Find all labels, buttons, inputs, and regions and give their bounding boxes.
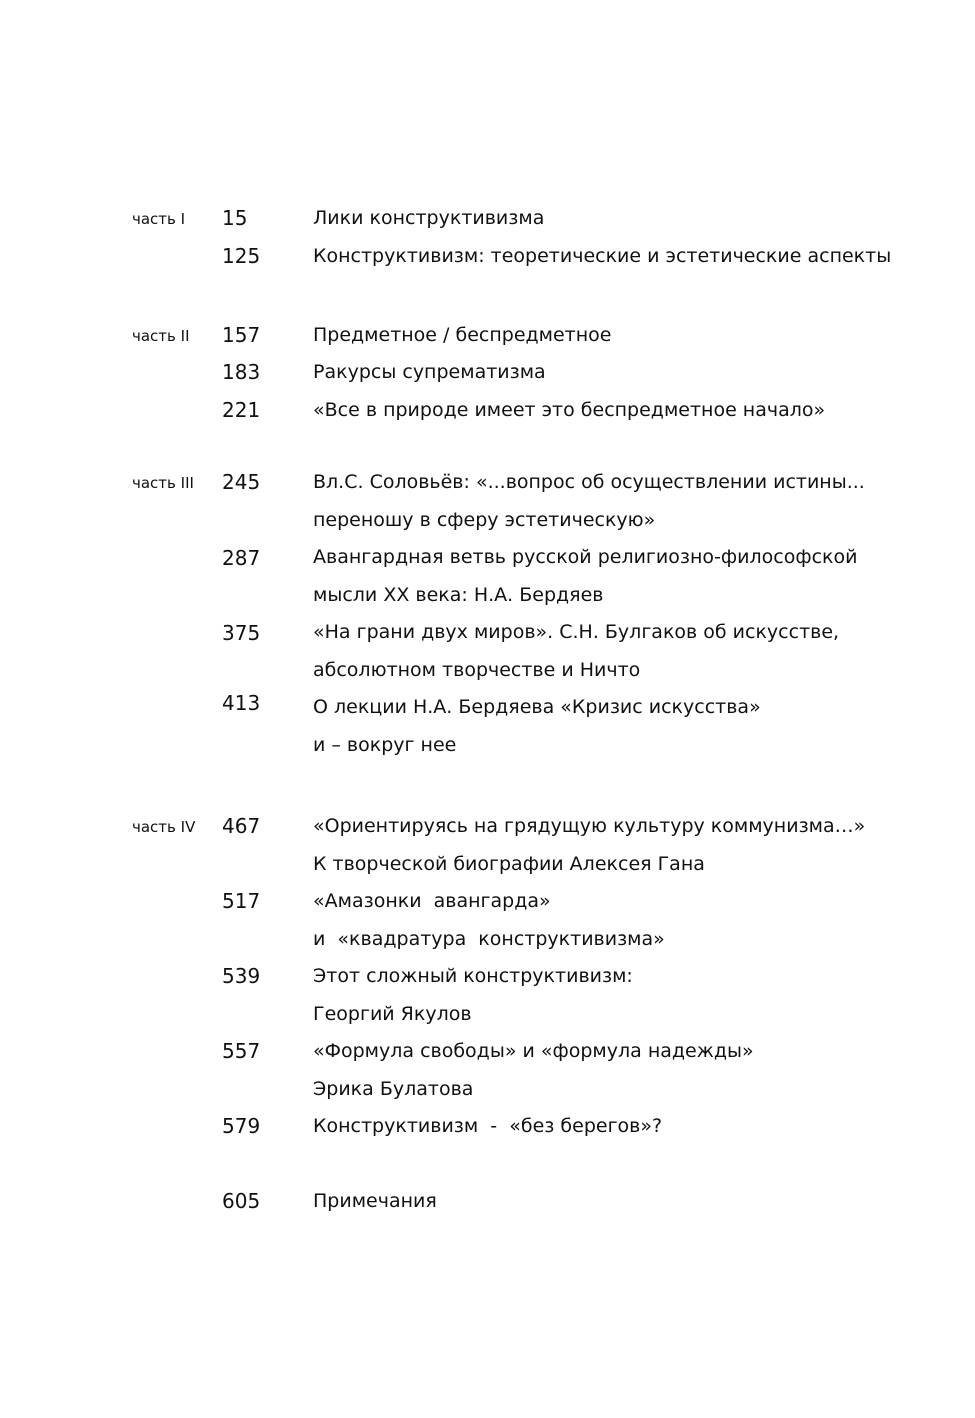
entry-title-continued: мысли XX века: Н.А. Бердяев	[313, 584, 604, 606]
entry-title: Конструктивизм - «без берегов»?	[313, 1115, 663, 1137]
page-number: 221	[222, 398, 261, 422]
page-number: 287	[222, 546, 261, 570]
entry-title-continued: абсолютном творчестве и Ничто	[313, 659, 641, 681]
entry-title: Ракурсы супрематизма	[313, 361, 546, 383]
part-label: часть II	[132, 327, 190, 345]
page-number: 605	[222, 1189, 261, 1213]
part-label: часть IV	[132, 818, 196, 836]
page-number: 183	[222, 360, 261, 384]
page-number: 375	[222, 621, 261, 645]
entry-title-continued: Эрика Булатова	[313, 1078, 474, 1100]
entry-title-continued: переношу в сферу эстетическую»	[313, 509, 656, 531]
page-number: 539	[222, 964, 261, 988]
entry-title: Конструктивизм: теоретические и эстетические аспекты	[313, 245, 892, 267]
entry-title-continued: Георгий Якулов	[313, 1003, 472, 1025]
page-number: 157	[222, 323, 261, 347]
entry-title-continued: К творческой биографии Алексея Гана	[313, 853, 705, 875]
entry-title: Вл.С. Соловьёв: «...вопрос об осуществлении истины...	[313, 471, 865, 493]
page-number: 579	[222, 1114, 261, 1138]
entry-title: О лекции Н.А. Бердяева «Кризис искусства»	[313, 696, 761, 718]
entry-title: «На грани двух миров». С.Н. Булгаков об искусстве,	[313, 621, 840, 643]
page-number: 125	[222, 244, 261, 268]
entry-title: «Формула свободы» и «формула надежды»	[313, 1040, 754, 1062]
entry-title: «Ориентируясь на грядущую культуру коммунизма…»	[313, 815, 866, 837]
entry-title: Предметное / беспредметное	[313, 324, 612, 346]
page-number: 557	[222, 1039, 261, 1063]
page-number: 517	[222, 889, 261, 913]
entry-title: «Все в природе имеет это беспредметное начало»	[313, 399, 826, 421]
entry-title: «Амазонки авангарда»	[313, 890, 551, 912]
entry-title: Этот сложный конструктивизм:	[313, 965, 633, 987]
notes-title: Примечания	[313, 1190, 437, 1212]
part-label: часть III	[132, 474, 194, 492]
entry-title: Авангардная ветвь русской религиозно-философской	[313, 546, 858, 568]
page-number: 15	[222, 206, 248, 230]
page-number: 467	[222, 814, 261, 838]
entry-title-continued: и – вокруг нее	[313, 734, 457, 756]
entry-title: Лики конструктивизма	[313, 207, 545, 229]
page-number: 245	[222, 470, 261, 494]
part-label: часть I	[132, 210, 186, 228]
entry-title-continued: и «квадратура конструктивизма»	[313, 928, 665, 950]
page-number: 413	[222, 691, 261, 715]
